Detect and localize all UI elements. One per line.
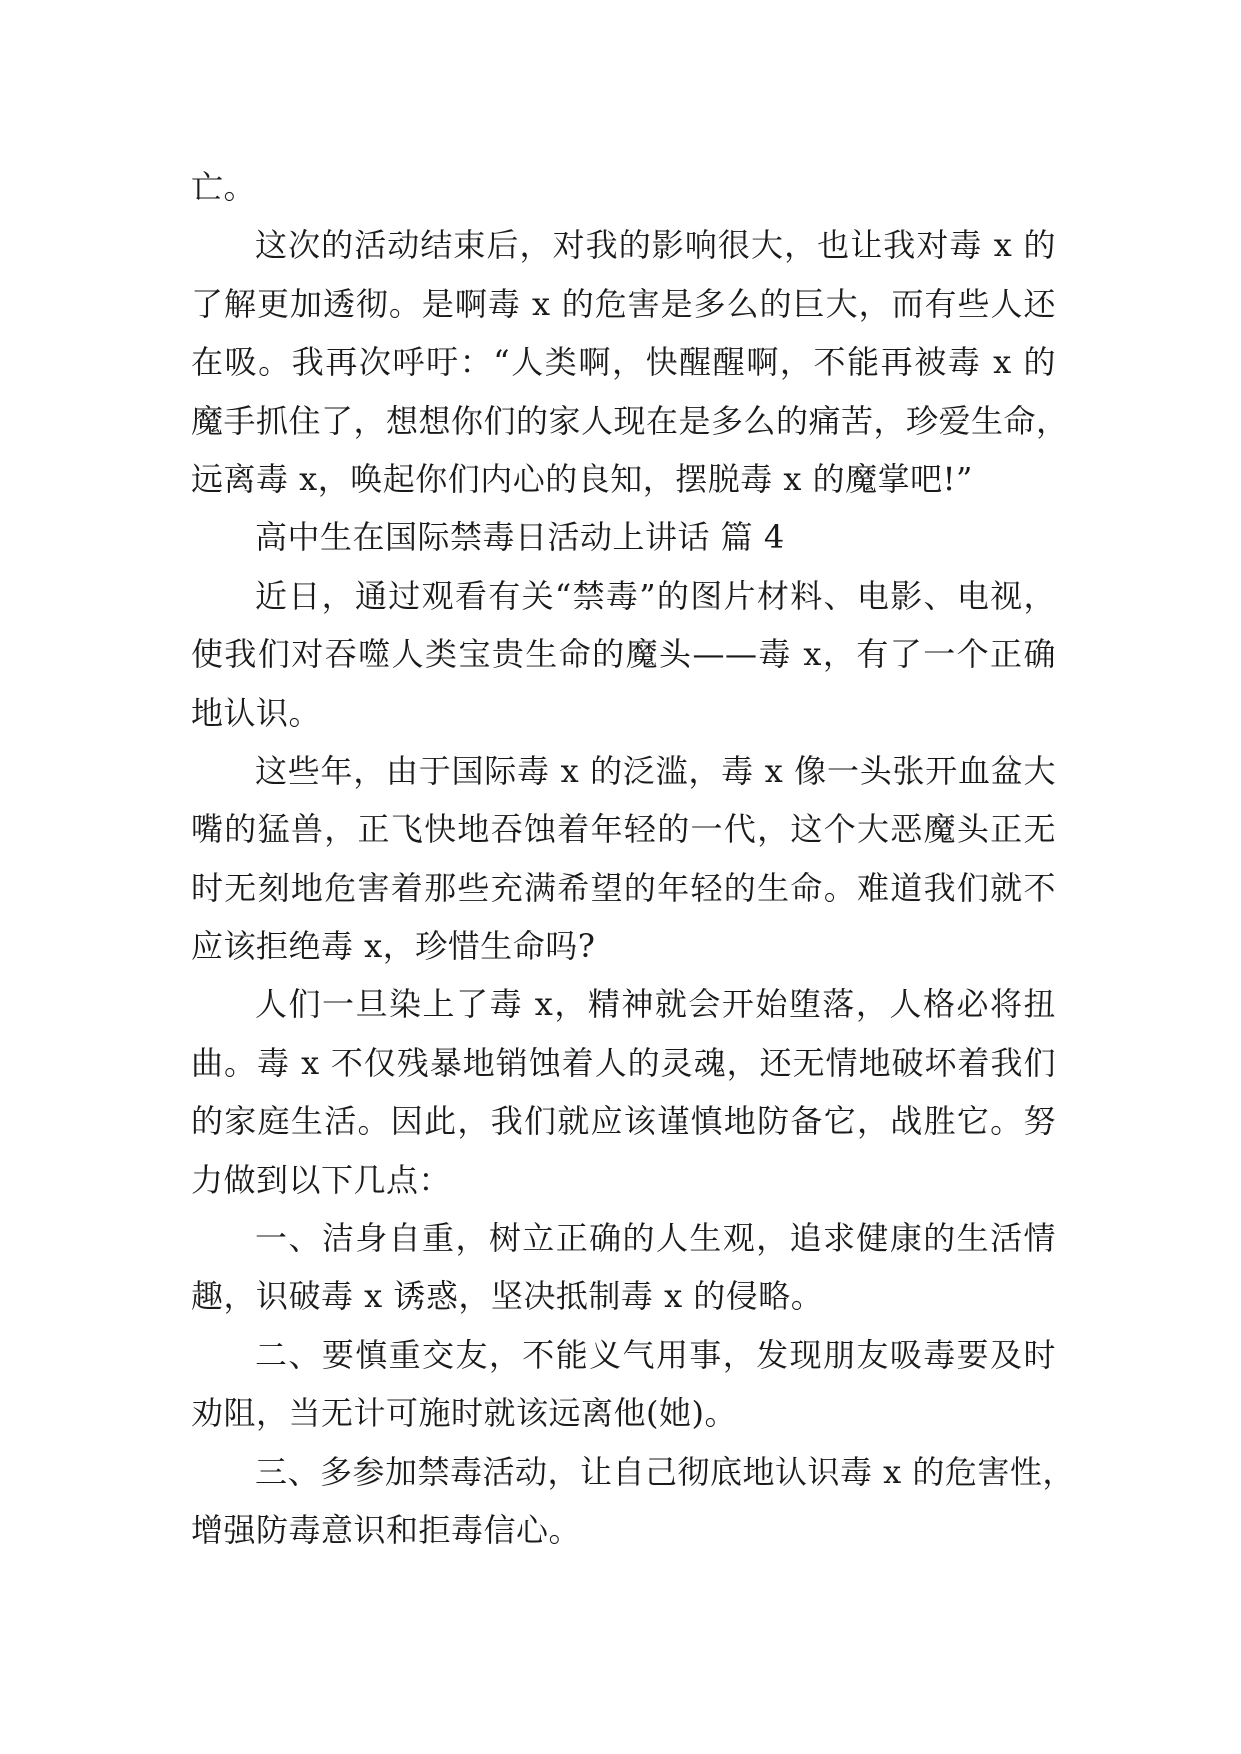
paragraph xyxy=(191,158,1056,216)
text-line: 趣，识破毒 x 诱惑，坚决抵制毒 x 的侵略。 xyxy=(191,1277,824,1316)
text-line: 魔手抓住了，想想你们的家人现在是多么的痛苦，珍爱生命， xyxy=(191,401,1069,440)
text-line: 了解更加透彻。是啊毒 x 的危害是多么的巨大，而有些人还 xyxy=(191,284,1056,323)
text-line: 使我们对吞噬人类宝贵生命的魔头——毒 x，有了一个正确 xyxy=(191,635,1056,674)
text-line: 增强防毒意识和拒毒信心。 xyxy=(191,1510,582,1549)
section-heading xyxy=(191,508,1056,566)
text-line: 地认识。 xyxy=(191,693,322,732)
text-line: 曲。毒 x 不仅残暴地销蚀着人的灵魂，还无情地破坏着我们 xyxy=(191,1043,1056,1082)
list-item xyxy=(191,1443,1075,1560)
text-line: 这些年，由于国际毒 x 的泛滥，毒 x 像一头张开血盆大 xyxy=(255,751,1056,790)
heading-line: 高中生在国际禁毒日活动上讲话 篇 4 xyxy=(255,518,785,557)
text-line: 近日，通过观看有关“禁毒”的图片材料、电影、电视， xyxy=(255,576,1056,615)
text-line: 一、洁身自重，树立正确的人生观，追求健康的生活情 xyxy=(255,1219,1056,1258)
text-line: 远离毒 x，唤起你们内心的良知，摆脱毒 x 的魔掌吧!” xyxy=(191,459,973,498)
paragraph xyxy=(191,216,1069,508)
text-line: 力做到以下几点： xyxy=(191,1160,452,1199)
document-body xyxy=(191,158,1075,1559)
text-line: 在吸。我再次呼吁：“人类啊，快醒醒啊，不能再被毒 x 的 xyxy=(191,343,1056,382)
text-line: 亡。 xyxy=(191,168,257,206)
text-line: 时无刻地危害着那些充满希望的年轻的生命。难道我们就不 xyxy=(191,868,1056,907)
text-line: 二、要慎重交友，不能义气用事，发现朋友吸毒要及时 xyxy=(255,1335,1056,1374)
paragraph xyxy=(191,975,1056,1209)
text-line: 三、多参加禁毒活动，让自己彻底地认识毒 x 的危害性， xyxy=(255,1452,1075,1491)
paragraph xyxy=(191,742,1056,976)
text-line: 人们一旦染上了毒 x，精神就会开始堕落，人格必将扭 xyxy=(255,985,1056,1024)
text-line: 嘴的猛兽，正飞快地吞蚀着年轻的一代，这个大恶魔头正无 xyxy=(191,810,1056,849)
text-line: 劝阻，当无计可施时就该远离他(她)。 xyxy=(191,1394,737,1433)
list-item xyxy=(191,1326,1056,1443)
paragraph xyxy=(191,567,1056,742)
text-line: 这次的活动结束后，对我的影响很大，也让我对毒 x 的 xyxy=(255,226,1056,265)
text-line: 的家庭生活。因此，我们就应该谨慎地防备它，战胜它。努 xyxy=(191,1102,1056,1141)
list-item xyxy=(191,1209,1056,1326)
text-line: 应该拒绝毒 x，珍惜生命吗? xyxy=(191,927,596,966)
